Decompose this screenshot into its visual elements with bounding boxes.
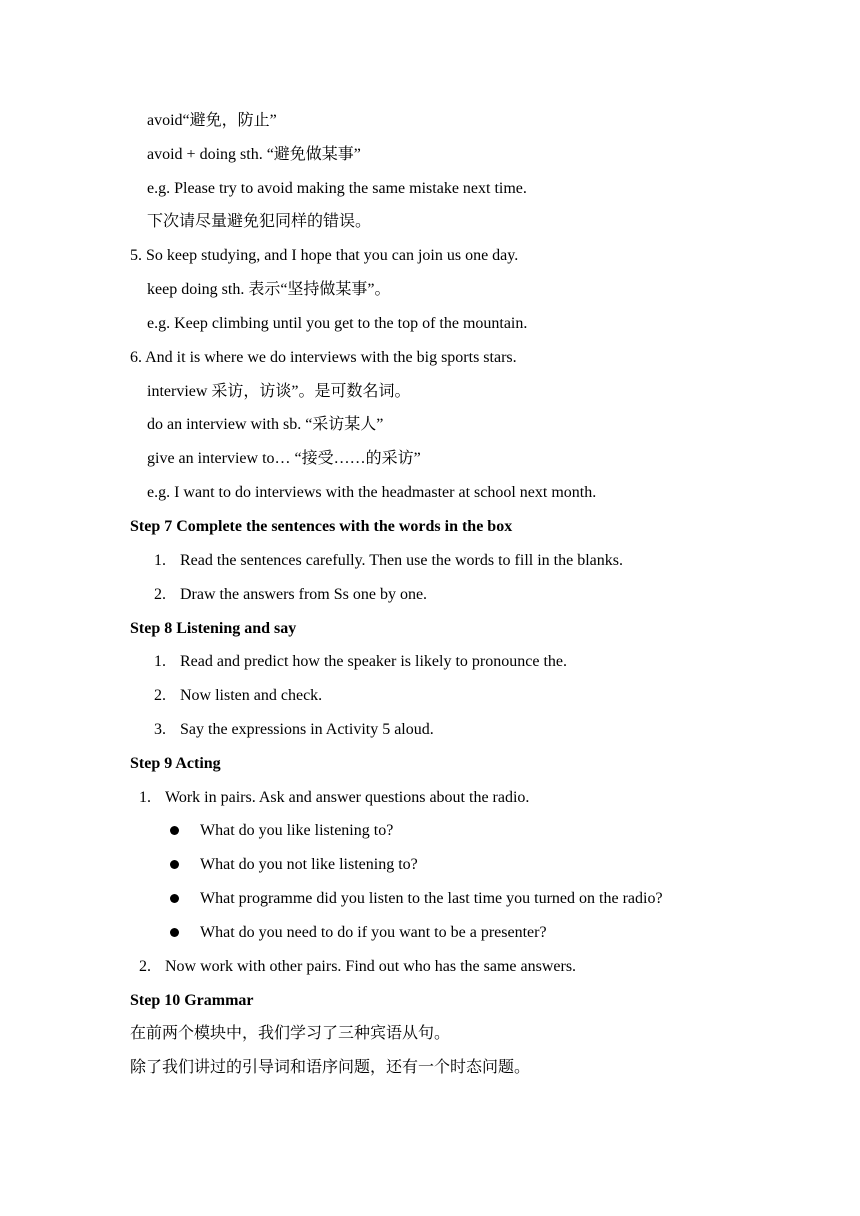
step-heading: Step 7 Complete the sentences with the words in the box xyxy=(130,518,513,535)
paragraph: 在前两个模块中，我们学习了三种宾语从句。 xyxy=(130,1025,451,1042)
bullet-icon xyxy=(170,894,179,903)
text-line: interview 采访，访谈”。是可数名词。 xyxy=(147,383,411,400)
text-line: avoid + doing sth. “避免做某事” xyxy=(147,146,361,163)
translation-line: 下次请尽量避免犯同样的错误。 xyxy=(147,213,372,230)
step-heading: Step 10 Grammar xyxy=(130,992,254,1009)
numbered-sentence: 5. So keep studying, and I hope that you can join us one day. xyxy=(130,247,519,264)
list-item: Draw the answers from Ss one by one. xyxy=(180,586,428,603)
bullet-icon xyxy=(170,928,179,937)
list-item: Read and predict how the speaker is likely to pronounce the. xyxy=(180,653,567,670)
list-item: Now listen and check. xyxy=(180,687,323,704)
example-line: e.g. Please try to avoid making the same mistake next time. xyxy=(147,180,527,197)
list-item: Say the expressions in Activity 5 aloud. xyxy=(180,721,434,738)
list-number: 1. xyxy=(154,653,166,670)
bullet-item: What do you like listening to? xyxy=(200,822,394,839)
bullet-item: What do you need to do if you want to be a presenter? xyxy=(200,924,547,941)
list-item: Now work with other pairs. Find out who has the same answers. xyxy=(165,958,577,975)
bullet-icon xyxy=(170,826,179,835)
bullet-icon xyxy=(170,860,179,869)
paragraph: 除了我们讲过的引导词和语序问题，还有一个时态问题。 xyxy=(130,1059,531,1076)
list-item: Read the sentences carefully. Then use the words to fill in the blanks. xyxy=(180,552,623,569)
text-line: avoid“避免，防止” xyxy=(147,112,277,129)
list-number: 1. xyxy=(154,552,166,569)
list-item: Work in pairs. Ask and answer questions about the radio. xyxy=(165,789,530,806)
step-heading: Step 8 Listening and say xyxy=(130,620,297,637)
list-number: 1. xyxy=(139,789,151,806)
numbered-sentence: 6. And it is where we do interviews with the big sports stars. xyxy=(130,349,517,366)
example-line: e.g. Keep climbing until you get to the top of the mountain. xyxy=(147,315,528,332)
list-number: 2. xyxy=(154,586,166,603)
text-line: give an interview to… “接受……的采访” xyxy=(147,450,421,467)
example-line: e.g. I want to do interviews with the headmaster at school next month. xyxy=(147,484,597,501)
bullet-item: What do you not like listening to? xyxy=(200,856,418,873)
list-number: 2. xyxy=(139,958,151,975)
list-number: 3. xyxy=(154,721,166,738)
text-line: do an interview with sb. “采访某人” xyxy=(147,416,384,433)
text-line: keep doing sth. 表示“坚持做某事”。 xyxy=(147,281,391,298)
list-number: 2. xyxy=(154,687,166,704)
bullet-item: What programme did you listen to the last time you turned on the radio? xyxy=(200,890,663,907)
step-heading: Step 9 Acting xyxy=(130,755,221,772)
